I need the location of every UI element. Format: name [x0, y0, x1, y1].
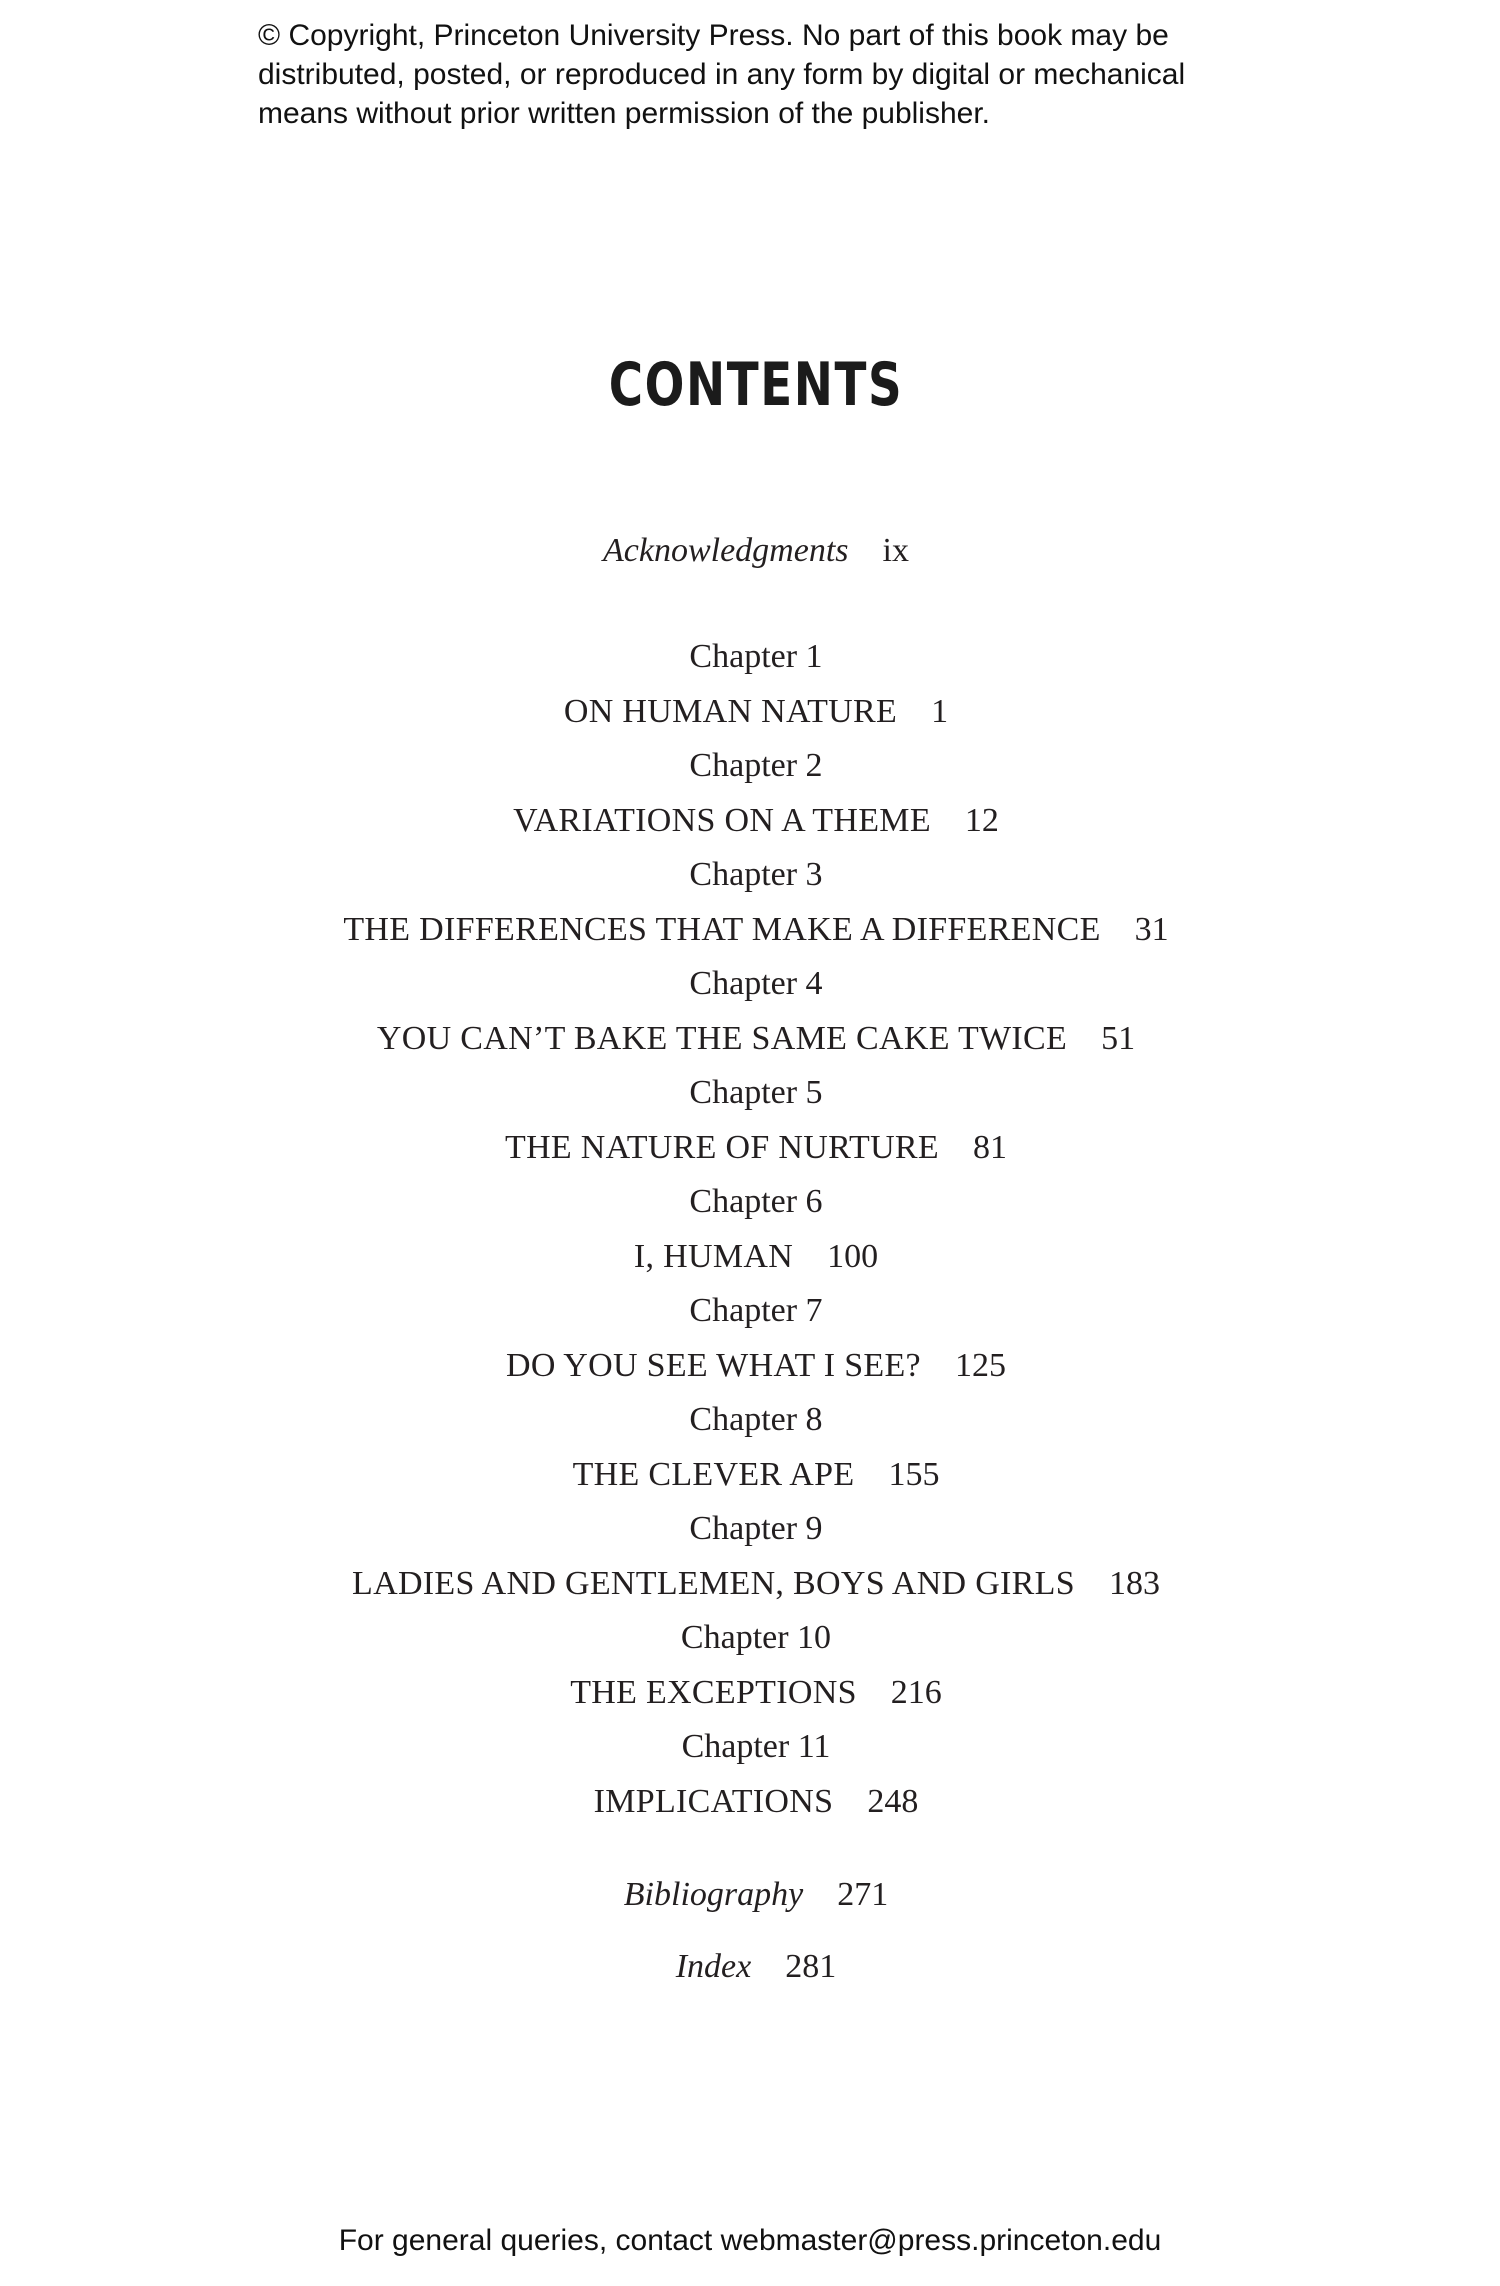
chapter-title-line: [0, 1666, 1500, 1721]
chapter-page: 51: [1101, 1019, 1136, 1057]
chapter-page: 155: [888, 1455, 940, 1493]
chapter-title: I, HUMAN: [633, 1237, 794, 1275]
toc-chapter-entry: [0, 1066, 1500, 1175]
toc-entry-label: Bibliography: [623, 1876, 804, 1913]
chapter-page: 100: [827, 1237, 879, 1275]
chapter-list: [0, 630, 1500, 1829]
chapter-number: Chapter 2: [689, 747, 823, 784]
toc-chapter-entry: [0, 1175, 1500, 1284]
toc-entry-index: [0, 1948, 1500, 1986]
copyright-line: means without prior written permission of the publisher.: [258, 97, 991, 130]
chapter-title-line: [0, 1012, 1500, 1067]
chapter-title-line: [0, 1557, 1500, 1612]
copyright-notice: [258, 16, 1258, 133]
chapter-number: Chapter 10: [680, 1619, 832, 1656]
toc-entry-page: ix: [882, 532, 909, 569]
toc-chapter-entry: [0, 848, 1500, 957]
copyright-line: distributed, posted, or reproduced in any form by digital or mechanical: [258, 58, 1186, 91]
page-title: CONTENTS: [608, 350, 904, 420]
chapter-page: 31: [1134, 910, 1169, 948]
chapter-page: 125: [954, 1346, 1006, 1384]
chapter-title: THE EXCEPTIONS: [570, 1673, 857, 1711]
chapter-title-line: [0, 903, 1500, 958]
chapter-page: 1: [931, 692, 949, 730]
chapter-number: Chapter 1: [689, 638, 823, 675]
chapter-title-line: [0, 1339, 1500, 1394]
copyright-line: © Copyright, Princeton University Press. No part of this book may be: [258, 19, 1169, 52]
chapter-number: Chapter 5: [689, 1074, 823, 1111]
chapter-title: THE CLEVER APE: [572, 1455, 855, 1493]
chapter-title-line: [0, 1775, 1500, 1830]
chapter-title-line: [0, 1448, 1500, 1503]
toc-entry-label: Index: [675, 1948, 752, 1985]
toc-chapter-entry: [0, 1502, 1500, 1611]
toc-entry-page: 271: [837, 1876, 889, 1913]
chapter-number: Chapter 6: [689, 1183, 823, 1220]
chapter-number: Chapter 11: [681, 1728, 831, 1765]
toc-entry-page: 281: [785, 1948, 837, 1985]
chapter-title: DO YOU SEE WHAT I SEE?: [506, 1346, 921, 1384]
toc-entry-acknowledgments: [0, 532, 1500, 570]
chapter-number: Chapter 8: [689, 1401, 823, 1438]
toc-chapter-entry: [0, 739, 1500, 848]
chapter-title: VARIATIONS ON A THEME: [513, 801, 931, 839]
chapter-title-line: [0, 1230, 1500, 1285]
toc-chapter-entry: [0, 630, 1500, 739]
chapter-title: IMPLICATIONS: [593, 1782, 834, 1820]
chapter-title-line: [0, 1121, 1500, 1176]
chapter-number: Chapter 7: [689, 1292, 823, 1329]
chapter-number: Chapter 4: [689, 965, 823, 1002]
toc-chapter-entry: [0, 1393, 1500, 1502]
chapter-page: 12: [964, 801, 999, 839]
chapter-page: 216: [890, 1673, 942, 1711]
toc-chapter-entry: [0, 1720, 1500, 1829]
chapter-number: Chapter 9: [689, 1510, 823, 1547]
chapter-page: 248: [867, 1782, 919, 1820]
chapter-number: Chapter 3: [689, 856, 823, 893]
chapter-title: LADIES AND GENTLEMEN, BOYS AND GIRLS: [352, 1564, 1075, 1602]
toc-entry-label: Acknowledgments: [603, 532, 849, 569]
chapter-title: THE DIFFERENCES THAT MAKE A DIFFERENCE: [343, 910, 1101, 948]
toc-chapter-entry: [0, 1284, 1500, 1393]
chapter-title-line: [0, 685, 1500, 740]
toc-chapter-entry: [0, 957, 1500, 1066]
chapter-title: THE NATURE OF NURTURE: [505, 1128, 939, 1166]
chapter-page: 183: [1108, 1564, 1160, 1602]
chapter-title-line: [0, 794, 1500, 849]
chapter-page: 81: [972, 1128, 1007, 1166]
chapter-title: ON HUMAN NATURE: [563, 692, 898, 730]
chapter-title: YOU CAN’T BAKE THE SAME CAKE TWICE: [376, 1019, 1068, 1057]
toc-chapter-entry: [0, 1611, 1500, 1720]
toc-entry-bibliography: [0, 1876, 1500, 1914]
footer-contact: For general queries, contact webmaster@press.princeton.edu: [338, 2224, 1162, 2257]
